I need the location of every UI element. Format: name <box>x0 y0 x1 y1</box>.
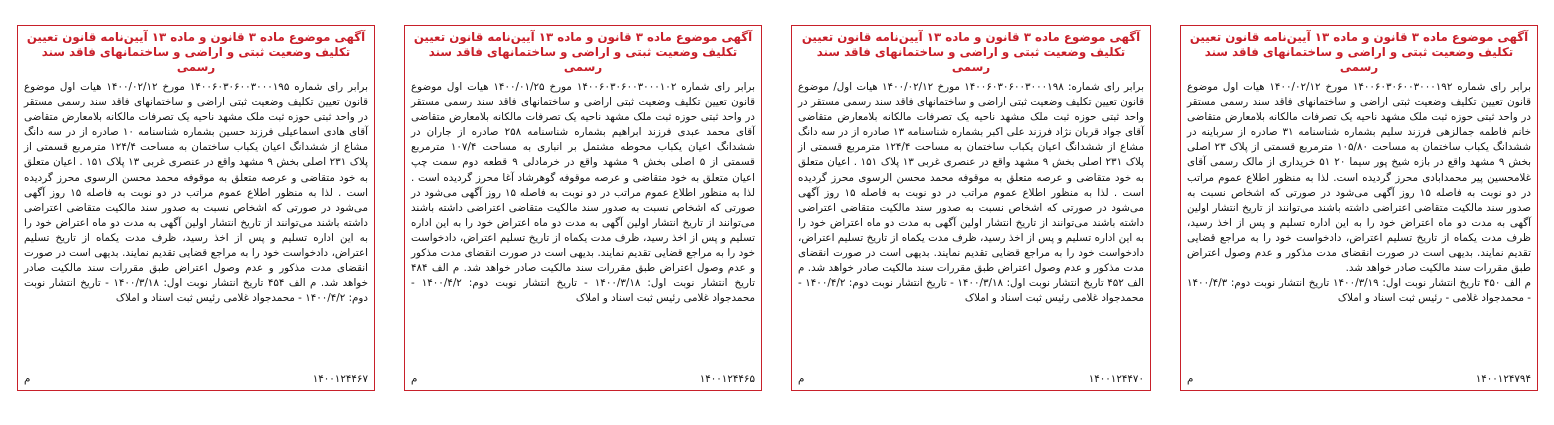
notice-body: برابر رای شماره ۱۴۰۰۶۰۳۰۶۰۰۳۰۰۰۱۹۲ مورخ ۱۴۰۰/۰۲/۱۲ هیات اول موضوع قانون تعیین تکلیف وضعیت ثبتی اراضی و ساختمانهای فاقد سند رسمی مستقر در واحد ثبتی حوزه ثبت ملک مشهد ناحیه یک تصرفات مالکانه بلامعارض متقاضی خانم فاطمه جمالزهی فرزند سلیم بشماره شناسنامه ۳۱ صادره از سرباینه در ششدانگ یکباب ساختمان به مساحت ۱۰۵/۸۰ مترمربع قسمتی از پلاک ۲۳ اصلی بخش ۹ مشهد واقع در بازه شیخ پور سیما ۲۰ ۵۱ خریداری از مالک رسمی آقای غلامحسین پیر محمدابادی محرز گردیده است. لذا به منظور اطلاع عموم مراتب در دو نوبت به فاصله ۱۵ روز آگهی می‌شود در صورتی که اشخاص نسبت به صدور سند مالکیت متقاضی اعتراضی داشته باشند می‌توانند از تاریخ انتشار اولین آگهی به مدت دو ماه اعتراض خود را به این اداره تسلیم و پس از اخذ رسید، ظرف مدت یکماه از تاریخ تسلیم اعتراض، دادخواست خود را به مراجع قضایی تقدیم نمایند. بدیهی است در صورت انقضای مدت مذکور و عدم وصول اعتراض طبق مقررات سند مالکیت صادر خواهد شد. م الف ۴۵۰ تاریخ انتشار نوبت اول: ۱۴۰۰/۳/۱۹ تاریخ انتشار نوبت دوم: ۱۴۰۰/۴/۳ - محمدجواد غلامی - رئیس ثبت اسناد و املاک <box>1187 81 1532 305</box>
notice-card <box>17 25 375 391</box>
notice-title: آگهی موضوع ماده ۳ قانون و ماده ۱۳ آیین‌نامه قانون تعیین تکلیف وضعیت ثبتی و اراضی و ساختمانهای فاقد سند رسمی <box>801 30 1141 74</box>
notice-title: آگهی موضوع ماده ۳ قانون و ماده ۱۳ آیین‌نامه قانون تعیین تکلیف وضعیت ثبتی و اراضی و ساختمانهای فاقد سند رسمی <box>1189 30 1529 74</box>
notice-code: ۱۴۰۰۱۲۴۷۹۴ <box>1475 373 1531 385</box>
notice-mark: م <box>798 373 805 385</box>
notice-card <box>791 25 1151 391</box>
notice-card <box>1180 25 1538 391</box>
notice-card <box>404 25 762 391</box>
notice-footer <box>798 373 1144 386</box>
notice-footer <box>411 373 755 386</box>
notice-body: برابر رای شماره ۱۴۰۰۶۰۳۰۶۰۰۳۰۰۰۱۰۲ مورخ ۱۴۰۰/۰۱/۲۵ هیات اول موضوع قانون تعیین تکلیف وضعیت ثبتی اراضی و ساختمانهای فاقد سند رسمی مستقر در واحد ثبتی حوزه ثبت ملک مشهد ناحیه یک تصرفات مالکانه بلامعارض متقاضی آقای محمد عبدی فرزند ابراهیم بشماره شناسنامه ۲۵۸ صادره از جاران در ششدانگ اعیان یکباب محوطه مشتمل بر انباری به مساحت ۱۰۷/۴ مترمربع قسمتی از ۵ اصلی بخش ۹ مشهد واقع در خرمادلی ۹ قطعه دوم سمت چپ اعیان متعلق به خود متقاضی و عرصه موقوفه گوهرشاد آغا محرز گردیده است . لذا به منظور اطلاع عموم مراتب در دو نوبت به فاصله ۱۵ روز آگهی می‌شود در صورتی که اشخاص نسبت به صدور سند مالکیت متقاضی اعتراضی داشته باشند می‌توانند از تاریخ انتشار اولین آگهی به مدت دو ماه اعتراض خود را به این اداره تسلیم و پس از اخذ رسید، ظرف مدت یکماه از تاریخ تسلیم اعتراض، دادخواست خود را به مراجع قضایی تقدیم نمایند. بدیهی است در صورت انقضای مدت مذکور و عدم وصول اعتراض طبق مقررات سند مالکیت صادر خواهد شد. م الف ۴۸۴ تاریخ انتشار نوبت اول: ۱۴۰۰/۳/۱۸ - تاریخ انتشار نوبت دوم: ۱۴۰۰/۴/۲ - محمدجواد غلامی رئیس ثبت اسناد و املاک <box>411 81 756 305</box>
notice-mark: م <box>24 373 31 385</box>
notice-body: برابر رای شماره ۱۴۰۰۶۰۳۰۶۰۰۳۰۰۰۱۹۵ مورخ ۱۴۰۰/۰۲/۱۲ هیات اول موضوع قانون تعیین تکلیف وضعیت ثبتی اراضی و ساختمانهای فاقد سند رسمی مستقر در واحد ثبتی حوزه ثبت ملک مشهد ناحیه یک تصرفات مالکانه بلامعارض متقاضی آقای هادی اسماعیلی فرزند حسین بشماره شناسنامه ۱۰ صادره از در سه دانگ مشاع از ششدانگ اعیان یکباب ساختمان به مساحت ۱۲۴/۴ مترمربع قسمتی از پلاک ۲۳۱ اصلی بخش ۹ مشهد واقع در عنصری غربی ۱۳ پلاک ۱۵۱ . اعیان متعلق به خود متقاضی و عرصه متعلق به موقوفه محمد محسن الرسوی محرز گردیده است . لذا به منظور اطلاع عموم مراتب در دو نوبت به فاصله ۱۵ روز آگهی می‌شود در صورتی که اشخاص نسبت به صدور سند مالکیت متقاضی اعتراضی داشته باشند می‌توانند از تاریخ انتشار اولین آگهی به مدت دو ماه اعتراض خود را به این اداره تسلیم و پس از اخذ رسید، ظرف مدت یکماه از تاریخ تسلیم اعتراض، دادخواست خود را به مراجع قضایی تقدیم نمایند. بدیهی است در صورت انقضای مدت مذکور و عدم وصول اعتراض طبق مقررات سند مالکیت صادر خواهد شد. م الف ۴۵۴ تاریخ انتشار نوبت اول: ۱۴۰۰/۳/۱۸ - تاریخ انتشار نوبت دوم: ۱۴۰۰/۴/۲ - محمدجواد غلامی رئیس ثبت اسناد و املاک <box>24 81 368 305</box>
notice-footer <box>1187 373 1531 386</box>
notice-footer <box>24 373 368 386</box>
notice-mark: م <box>1187 373 1194 385</box>
notice-code: ۱۴۰۰۱۲۴۴۶۷ <box>312 373 368 385</box>
notice-title: آگهی موضوع ماده ۳ قانون و ماده ۱۳ آیین‌نامه قانون تعیین تکلیف وضعیت ثبتی و اراضی و ساختمانهای فاقد سند رسمی <box>413 30 753 74</box>
notice-title: آگهی موضوع ماده ۳ قانون و ماده ۱۳ آیین‌نامه قانون تعیین تکلیف وضعیت ثبتی و اراضی و ساختمانهای فاقد سند رسمی <box>26 30 366 74</box>
notice-code: ۱۴۰۰۱۲۴۴۷۰ <box>1088 373 1144 385</box>
notice-code: ۱۴۰۰۱۲۴۴۶۵ <box>699 373 755 385</box>
notice-mark: م <box>411 373 418 385</box>
notice-body: برابر رای شماره: ۱۴۰۰۶۰۳۰۶۰۰۳۰۰۰۱۹۸ مورخ ۱۴۰۰/۰۲/۱۲ هیات اول/ موضوع قانون تعیین تکلیف وضعیت ثبتی اراضی و ساختمانهای فاقد سند رسمی مستقر در واحد ثبتی حوزه ثبت ملک مشهد ناحیه یک تصرفات مالکانه بلامعارض متقاضی آقای جواد قربان نژاد فرزند علی اکبر بشماره شناسنامه ۱۳ صادره از در سه دانگ مشاع از ششدانگ اعیان یکباب ساختمان به مساحت ۱۲۴/۴ مترمربع قسمتی از پلاک ۲۳۱ اصلی بخش ۹ مشهد واقع در عنصری غربی ۱۳ پلاک ۱۵۱ . اعیان متعلق به خود متقاضی و عرصه متعلق به موقوفه محمد محسن الرسوی محرز گردیده است . لذا به منظور اطلاع عموم مراتب در دو نوبت به فاصله ۱۵ روز آگهی می‌شود در صورتی که اشخاص نسبت به صدور سند مالکیت متقاضی اعتراضی داشته باشند می‌توانند از تاریخ انتشار اولین آگهی به مدت دو ماه اعتراض خود را به این اداره تسلیم و پس از اخذ رسید، ظرف مدت یکماه از تاریخ تسلیم اعتراض، دادخواست خود را به مراجع قضایی تقدیم نمایند. بدیهی است در صورت انقضای مدت مذکور و عدم وصول اعتراض طبق مقررات سند مالکیت صادر خواهد شد. م الف ۴۵۲ تاریخ انتشار نوبت اول: ۱۴۰۰/۳/۱۸ - تاریخ انتشار نوبت دوم: ۱۴۰۰/۴/۲ - محمدجواد غلامی رئیس ثبت اسناد و املاک <box>798 81 1145 305</box>
